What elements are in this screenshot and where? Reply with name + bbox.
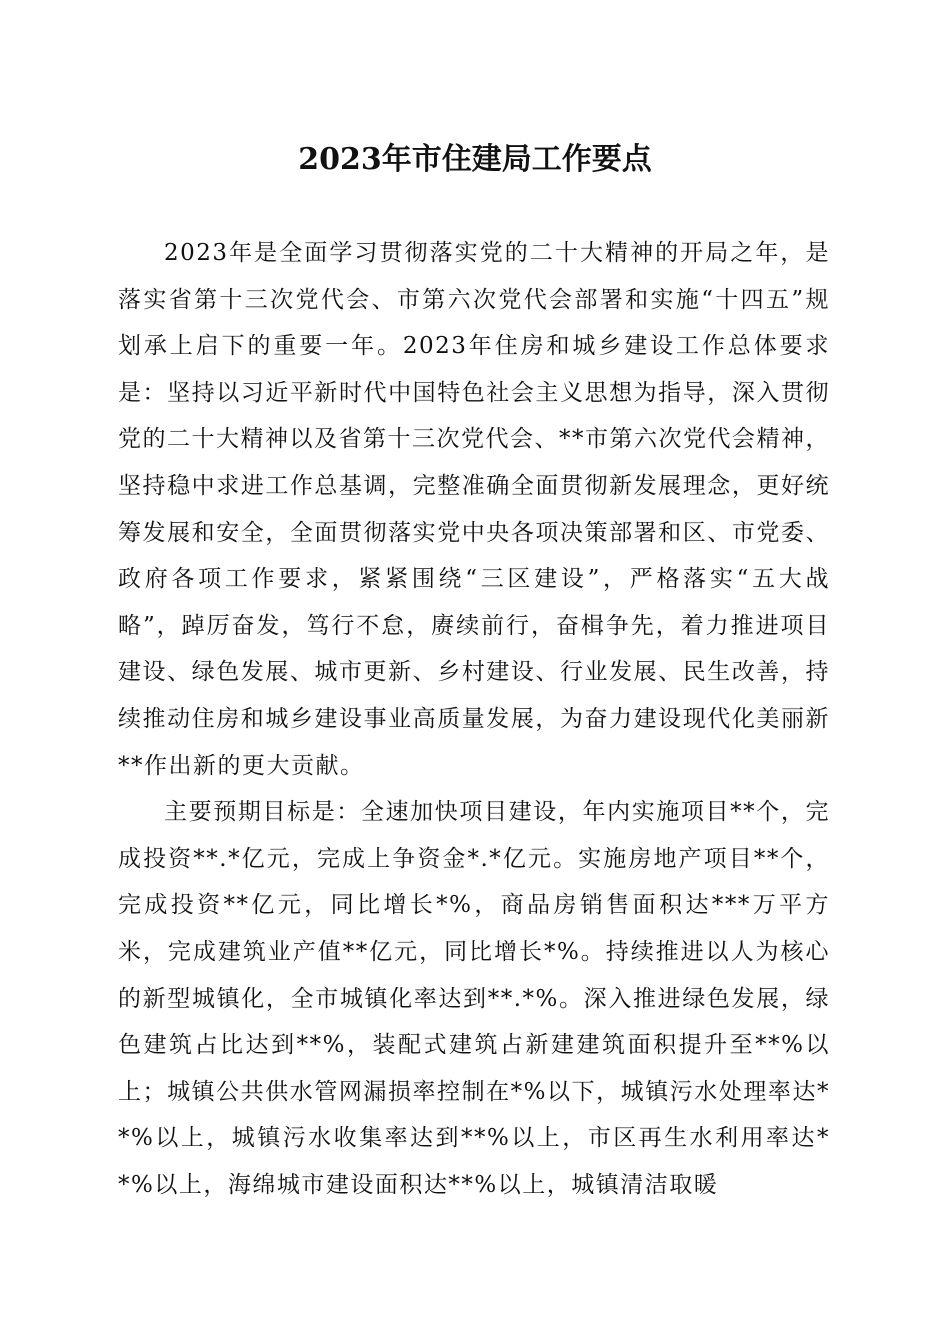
paragraph-intro: 2023年是全面学习贯彻落实党的二十大精神的开局之年，是落实省第十三次党代会、市第六次党代会部署和实施“十四五”规划承上启下的重要一年。2023年住房和城乡建设工作总体要求是：坚持以习近平新时代中国特色社会主义思想为指导，深入贯彻党的二十大精神以及省第十三次党代会、**市第六次党代会精神，坚持稳中求进工作总基调，完整准确全面贯彻新发展理念，更好统筹发展和安全，全面贯彻落实党中央各项决策部署和区、市党委、政府各项工作要求，紧紧围绕“三区建设”，严格落实“五大战略”，踔厉奋发，笃行不怠，赓续前行，奋楫争先，着力推进项目建设、绿色发展、城市更新、乡村建设、行业发展、民生改善，持续推动住房和城乡建设事业高质量发展，为奋力建设现代化美丽新**作出新的更大贡献。	[118, 240, 830, 779]
document-body	[118, 230, 830, 1208]
paragraph-targets: 主要预期目标是：全速加快项目建设，年内实施项目**个，完成投资**.*亿元，完成上争资金*.*亿元。实施房地产项目**个，完成投资**亿元，同比增长*%，商品房销售面积达***万平方米，完成建筑业产值**亿元，同比增长*%。持续推进以人为核心的新型城镇化，全市城镇化率达到**.*%。深入推进绿色发展，绿色建筑占比达到**%，装配式建筑占新建建筑面积提升至**%以上；城镇公共供水管网漏损率控制在*%以下，城镇污水处理率达**%以上，城镇污水收集率达到**%以上，市区再生水利用率达**%以上，海绵城市建设面积达**%以上，城镇清洁取暖	[118, 799, 830, 1198]
document-title: 2023年市住建局工作要点	[298, 142, 652, 177]
